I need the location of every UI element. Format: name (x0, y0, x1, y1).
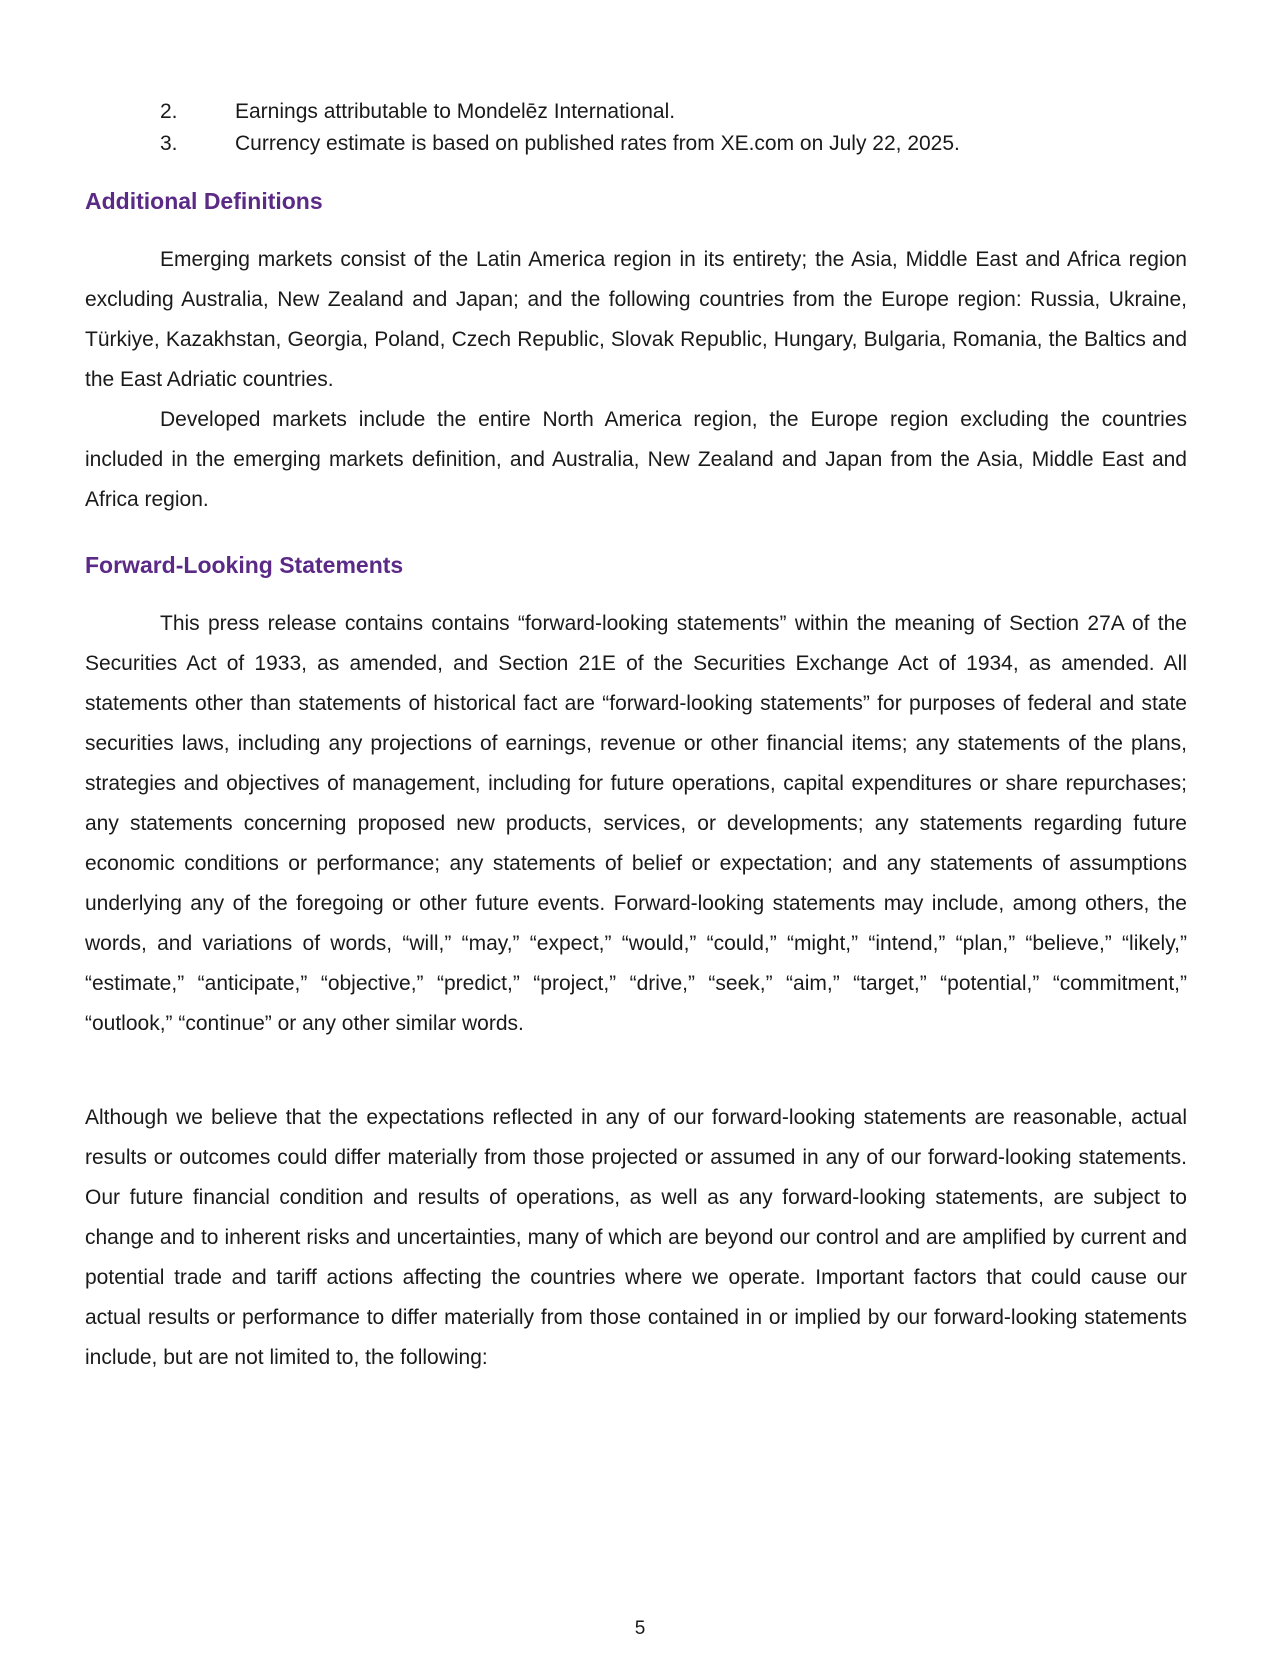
paragraph-forward-looking-intro: This press release contains contains “forward-looking statements” within the meaning of Section 27A of the Securities Act of 1933, as amended, and Section 21E of the Securities Exchange Act of 1934, as amended. All statements other than statements of historical fact are “forward-looking statements” for purposes of federal and state securities laws, including any projections of earnings, revenue or other financial items; any statements of the plans, strategies and objectives of management, including for future operations, capital expenditures or share repurchases; any statements concerning proposed new products, services, or developments; any statements regarding future economic conditions or performance; any statements of belief or expectation; and any statements of assumptions underlying any of the foregoing or other future events. Forward-looking statements may include, among others, the words, and variations of words, “will,” “may,” “expect,” “would,” “could,” “might,” “intend,” “plan,” “believe,” “likely,” “estimate,” “anticipate,” “objective,” “predict,” “project,” “drive,” “seek,” “aim,” “target,” “potential,” “commitment,” “outlook,” “continue” or any other similar words. (85, 612, 1187, 1035)
section-heading-forward-looking: Forward-Looking Statements (85, 552, 404, 578)
paragraph-forward-looking-risks: Although we believe that the expectations reflected in any of our forward-looking statements are reasonable, actual results or outcomes could differ materially from those projected or assumed in any of our forward-looking statements. Our future financial condition and results of operations, as well as any forward-looking statements, are subject to change and to inherent risks and uncertainties, many of which are beyond our control and are amplified by current and potential trade and tariff actions affecting the countries where we operate. Important factors that could cause our actual results or performance to differ materially from those contained in or implied by our forward-looking statements include, but are not limited to, the following: (85, 1106, 1187, 1369)
document-page (85, 96, 1187, 1378)
footnote-number: 3. (160, 132, 178, 155)
page-number: 5 (634, 1618, 646, 1639)
footnote-item (85, 128, 1187, 160)
forward-looking-section (85, 550, 1187, 1378)
paragraph-emerging-markets: Emerging markets consist of the Latin America region in its entirety; the Asia, Middle East and Africa region excluding Australia, New Zealand and Japan; and the following countries from the Europe region: Russia, Ukraine, Türkiye, Kazakhstan, Georgia, Poland, Czech Republic, Slovak Republic, Hungary, Bulgaria, Romania, the Baltics and the East Adriatic countries. (85, 248, 1187, 391)
paragraph-developed-markets: Developed markets include the entire North America region, the Europe region excluding the countries included in the emerging markets definition, and Australia, New Zealand and Japan from the Asia, Middle East and Africa region. (85, 408, 1187, 511)
footnote-number: 2. (160, 100, 178, 123)
section-heading-additional-definitions: Additional Definitions (85, 188, 323, 214)
footnote-text: Currency estimate is based on published rates from XE.com on July 22, 2025. (235, 132, 960, 155)
additional-definitions-section (85, 186, 1187, 520)
footnote-item (85, 96, 1187, 128)
footnote-list (85, 96, 1187, 160)
footnote-text: Earnings attributable to Mondelēz International. (235, 100, 676, 123)
